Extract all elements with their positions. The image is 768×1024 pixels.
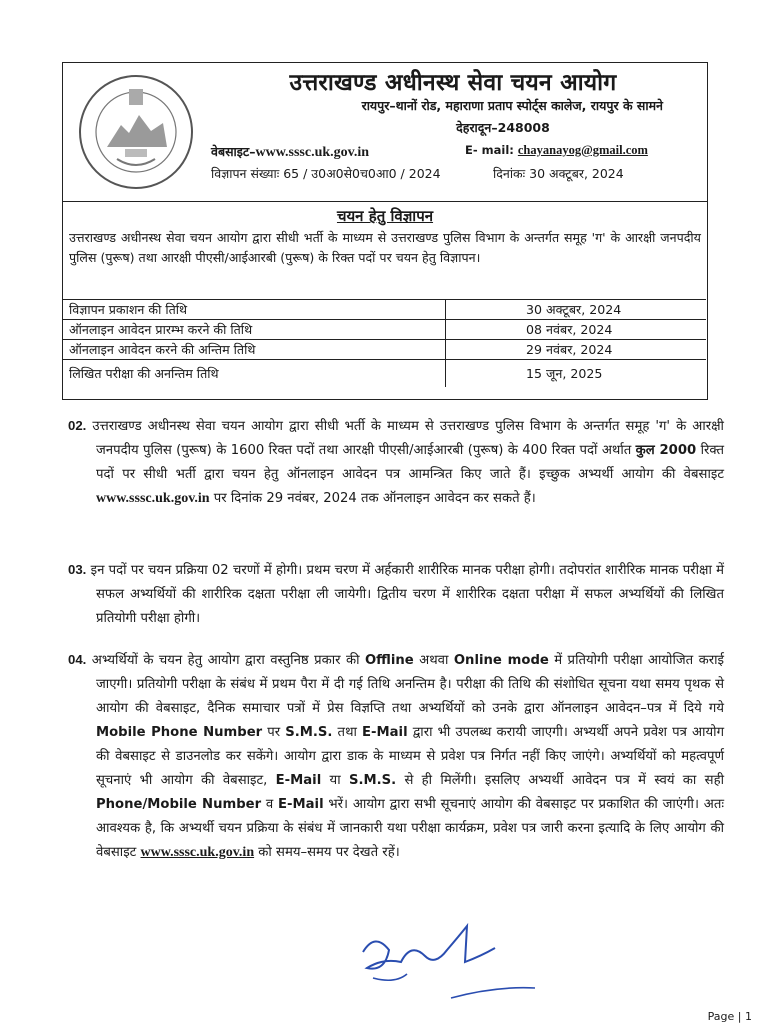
total-posts: कुल 2000 (635, 443, 697, 458)
date-label: विज्ञापन प्रकाशन की तिथि (63, 300, 446, 320)
paragraph-text: से ही मिलेंगी। इसलिए अभ्यर्थी आवेदन पत्र में स्वयं का सही (396, 773, 725, 788)
table-row (63, 360, 706, 388)
date-value: 08 नवंबर, 2024 (446, 320, 707, 340)
letterhead (63, 63, 707, 202)
paragraph-number: 03. (68, 562, 87, 577)
paragraph-02 (68, 414, 724, 511)
bold-term: S.M.S. (348, 773, 397, 788)
website-label: वेबसाइट– (211, 144, 256, 159)
paragraph-number: 04. (68, 652, 87, 667)
website-link[interactable]: www.sssc.uk.gov.in (140, 845, 255, 860)
date-label: ऑनलाइन आवेदन प्रारम्भ करने की तिथि (63, 320, 446, 340)
bold-term: Online mode (453, 653, 549, 668)
paragraph-text: में प्रतियोगी परीक्षा आयोजित कराई जाएगी। प्रतियोगी परीक्षा के संबंध में प्रथम पैरा में दी गई तिथि अनन्तिम है। परीक्षा की तिथि की संशोधित सूचना यथा समय पृथक से आयोग की वेबसाइट, दैनिक समाचार पत्रों में प्रेस विज्ञप्ति तथा अभ्यर्थियों को उनके द्वारा ऑनलाइन आवेदन–पत्र में दिये गये (96, 653, 725, 716)
paragraph-text: भरें। आयोग द्वारा सभी सूचनाएं आयोग की वेबसाइट पर प्रकाशित की जाएंगी। अतः आवश्यक है, कि अभ्यर्थी चयन प्रक्रिया के संबंध में जानकारी यथा परीक्षा कार्यक्रम, प्रवेश पत्र जारी करना इत्यादि के लिए आयोग की वेबसाइट (96, 797, 725, 860)
paragraph-number: 02. (68, 418, 87, 433)
paragraph-text: अभ्यर्थियों के चयन हेतु आयोग द्वारा वस्तुनिष्ठ प्रकार की (91, 653, 365, 668)
date-value: 15 जून, 2025 (446, 360, 707, 388)
email-label: E- mail: (465, 143, 518, 157)
bold-term: Phone/Mobile Number (96, 797, 262, 812)
advertisement-number: विज्ञापन संख्याः 65 / उ0अ0से0च0आ0 / 2024 (211, 166, 441, 181)
paragraph-text: पर दिनांक 29 नवंबर, 2024 तक ऑनलाइन आवेदन कर सकते हैं। (209, 491, 536, 506)
paragraph-text: या (321, 773, 349, 788)
bold-term: E-Mail (362, 725, 408, 740)
paragraph-text: को समय–समय पर देखते रहें। (254, 845, 400, 860)
paragraph-text: इन पदों पर चयन प्रक्रिया 02 चरणों में होगी। प्रथम चरण में अर्हकारी शारीरिक मानक परीक्षा होगी। तदोपरांत शारीरिक मानक परीक्षा में सफल अभ्यर्थियों की शारीरिक दक्षता परीक्षा ली जायेगी। द्वितीय चरण में शारीरिक दक्षता परीक्षा में सफल अभ्यर्थियों की लिखित प्रतियोगी परीक्षा होगी। (90, 563, 724, 626)
page-number: Page | 1 (707, 1010, 752, 1023)
section-intro: उत्तराखण्ड अधीनस्थ सेवा चयन आयोग द्वारा सीधी भर्ती के माध्यम से उत्तराखण्ड पुलिस विभाग के अन्तर्गत समूह 'ग' के आरक्षी जनपदीय पुलिस (पुरूष) तथा आरक्षी पीएसी/आईआरबी (पुरूष) के रिक्त पदों पर चयन हेतु विज्ञापन। (69, 230, 701, 265)
table-row (63, 300, 706, 320)
date-label: ऑनलाइन आवेदन करने की अन्तिम तिथि (63, 340, 446, 360)
dates-table (63, 299, 706, 387)
paragraph-body (68, 414, 724, 511)
bold-term: S.M.S. (285, 725, 333, 740)
paragraph-body (68, 648, 724, 865)
website-link[interactable]: www.sssc.uk.gov.in (96, 491, 210, 506)
date-label: लिखित परीक्षा की अनन्तिम तिथि (63, 360, 446, 388)
address-line-2: देहरादून–248008 (456, 120, 550, 135)
table-row (63, 320, 706, 340)
website-link[interactable]: www.sssc.uk.gov.in (255, 145, 370, 160)
signature-icon (355, 922, 545, 1012)
address-line-1: रायपुर–थानों रोड, महाराणा प्रताप स्पोर्ट्स कालेज, रायपुर के सामने (361, 98, 663, 113)
table-row (63, 340, 706, 360)
date-value: 30 अक्टूबर, 2024 (446, 300, 707, 320)
paragraph-04 (68, 648, 724, 865)
paragraph-text: तथा (332, 725, 363, 740)
paragraph-text: व (261, 797, 279, 812)
section-title: चयन हेतु विज्ञापन (336, 207, 434, 225)
paragraph-text: रिक्त पदों पर सीधी भर्ती द्वारा चयन हेतु ऑनलाइन आवेदन पत्र आमन्त्रित किए जाते हैं। इच्छुक अभ्यर्थी आयोग की वेबसाइट (96, 443, 724, 482)
paragraph-text: अथवा (413, 653, 454, 668)
paragraph-03 (68, 558, 724, 631)
paragraph-text: उत्तराखण्ड अधीनस्थ सेवा चयन आयोग द्वारा सीधी भर्ती के माध्यम से उत्तराखण्ड पुलिस विभाग के अन्तर्गत समूह 'ग' के आरक्षी जनपदीय पुलिस (पुरूष) के 1600 रिक्त पदों तथा आरक्षी पीएसी/आईआरबी (पुरूष) के 400 रिक्त पदों अर्थात (92, 419, 724, 458)
date-value: 29 नवंबर, 2024 (446, 340, 707, 360)
paragraph-body (68, 558, 724, 631)
advertisement-date: दिनांकः 30 अक्टूबर, 2024 (493, 166, 624, 181)
paragraph-text: पर (262, 725, 286, 740)
bold-term: E-Mail (278, 797, 324, 812)
header-box (62, 62, 708, 400)
paragraph-text: द्वारा भी उपलब्ध करायी जाएगी। अभ्यर्थी अपने प्रवेश पत्र आयोग की वेबसाइट से डाउनलोड कर सकेंगे। आयोग द्वारा डाक के माध्यम से प्रवेश पत्र निर्गत नहीं किए जाएंगे। अभ्यर्थियों को महत्वपूर्ण सूचनाएं भी आयोग की वेबसाइट, (96, 725, 724, 788)
bold-term: Offline (364, 653, 414, 668)
email-link[interactable]: chayanayog@gmail.com (517, 143, 648, 157)
bold-term: E-Mail (275, 773, 322, 788)
website-line (211, 143, 369, 161)
org-title: उत्तराखण्ड अधीनस्थ सेवा चयन आयोग (289, 70, 617, 96)
commission-seal-icon (77, 73, 195, 191)
email-line (465, 143, 648, 158)
bold-term: Mobile Phone Number (96, 725, 263, 740)
